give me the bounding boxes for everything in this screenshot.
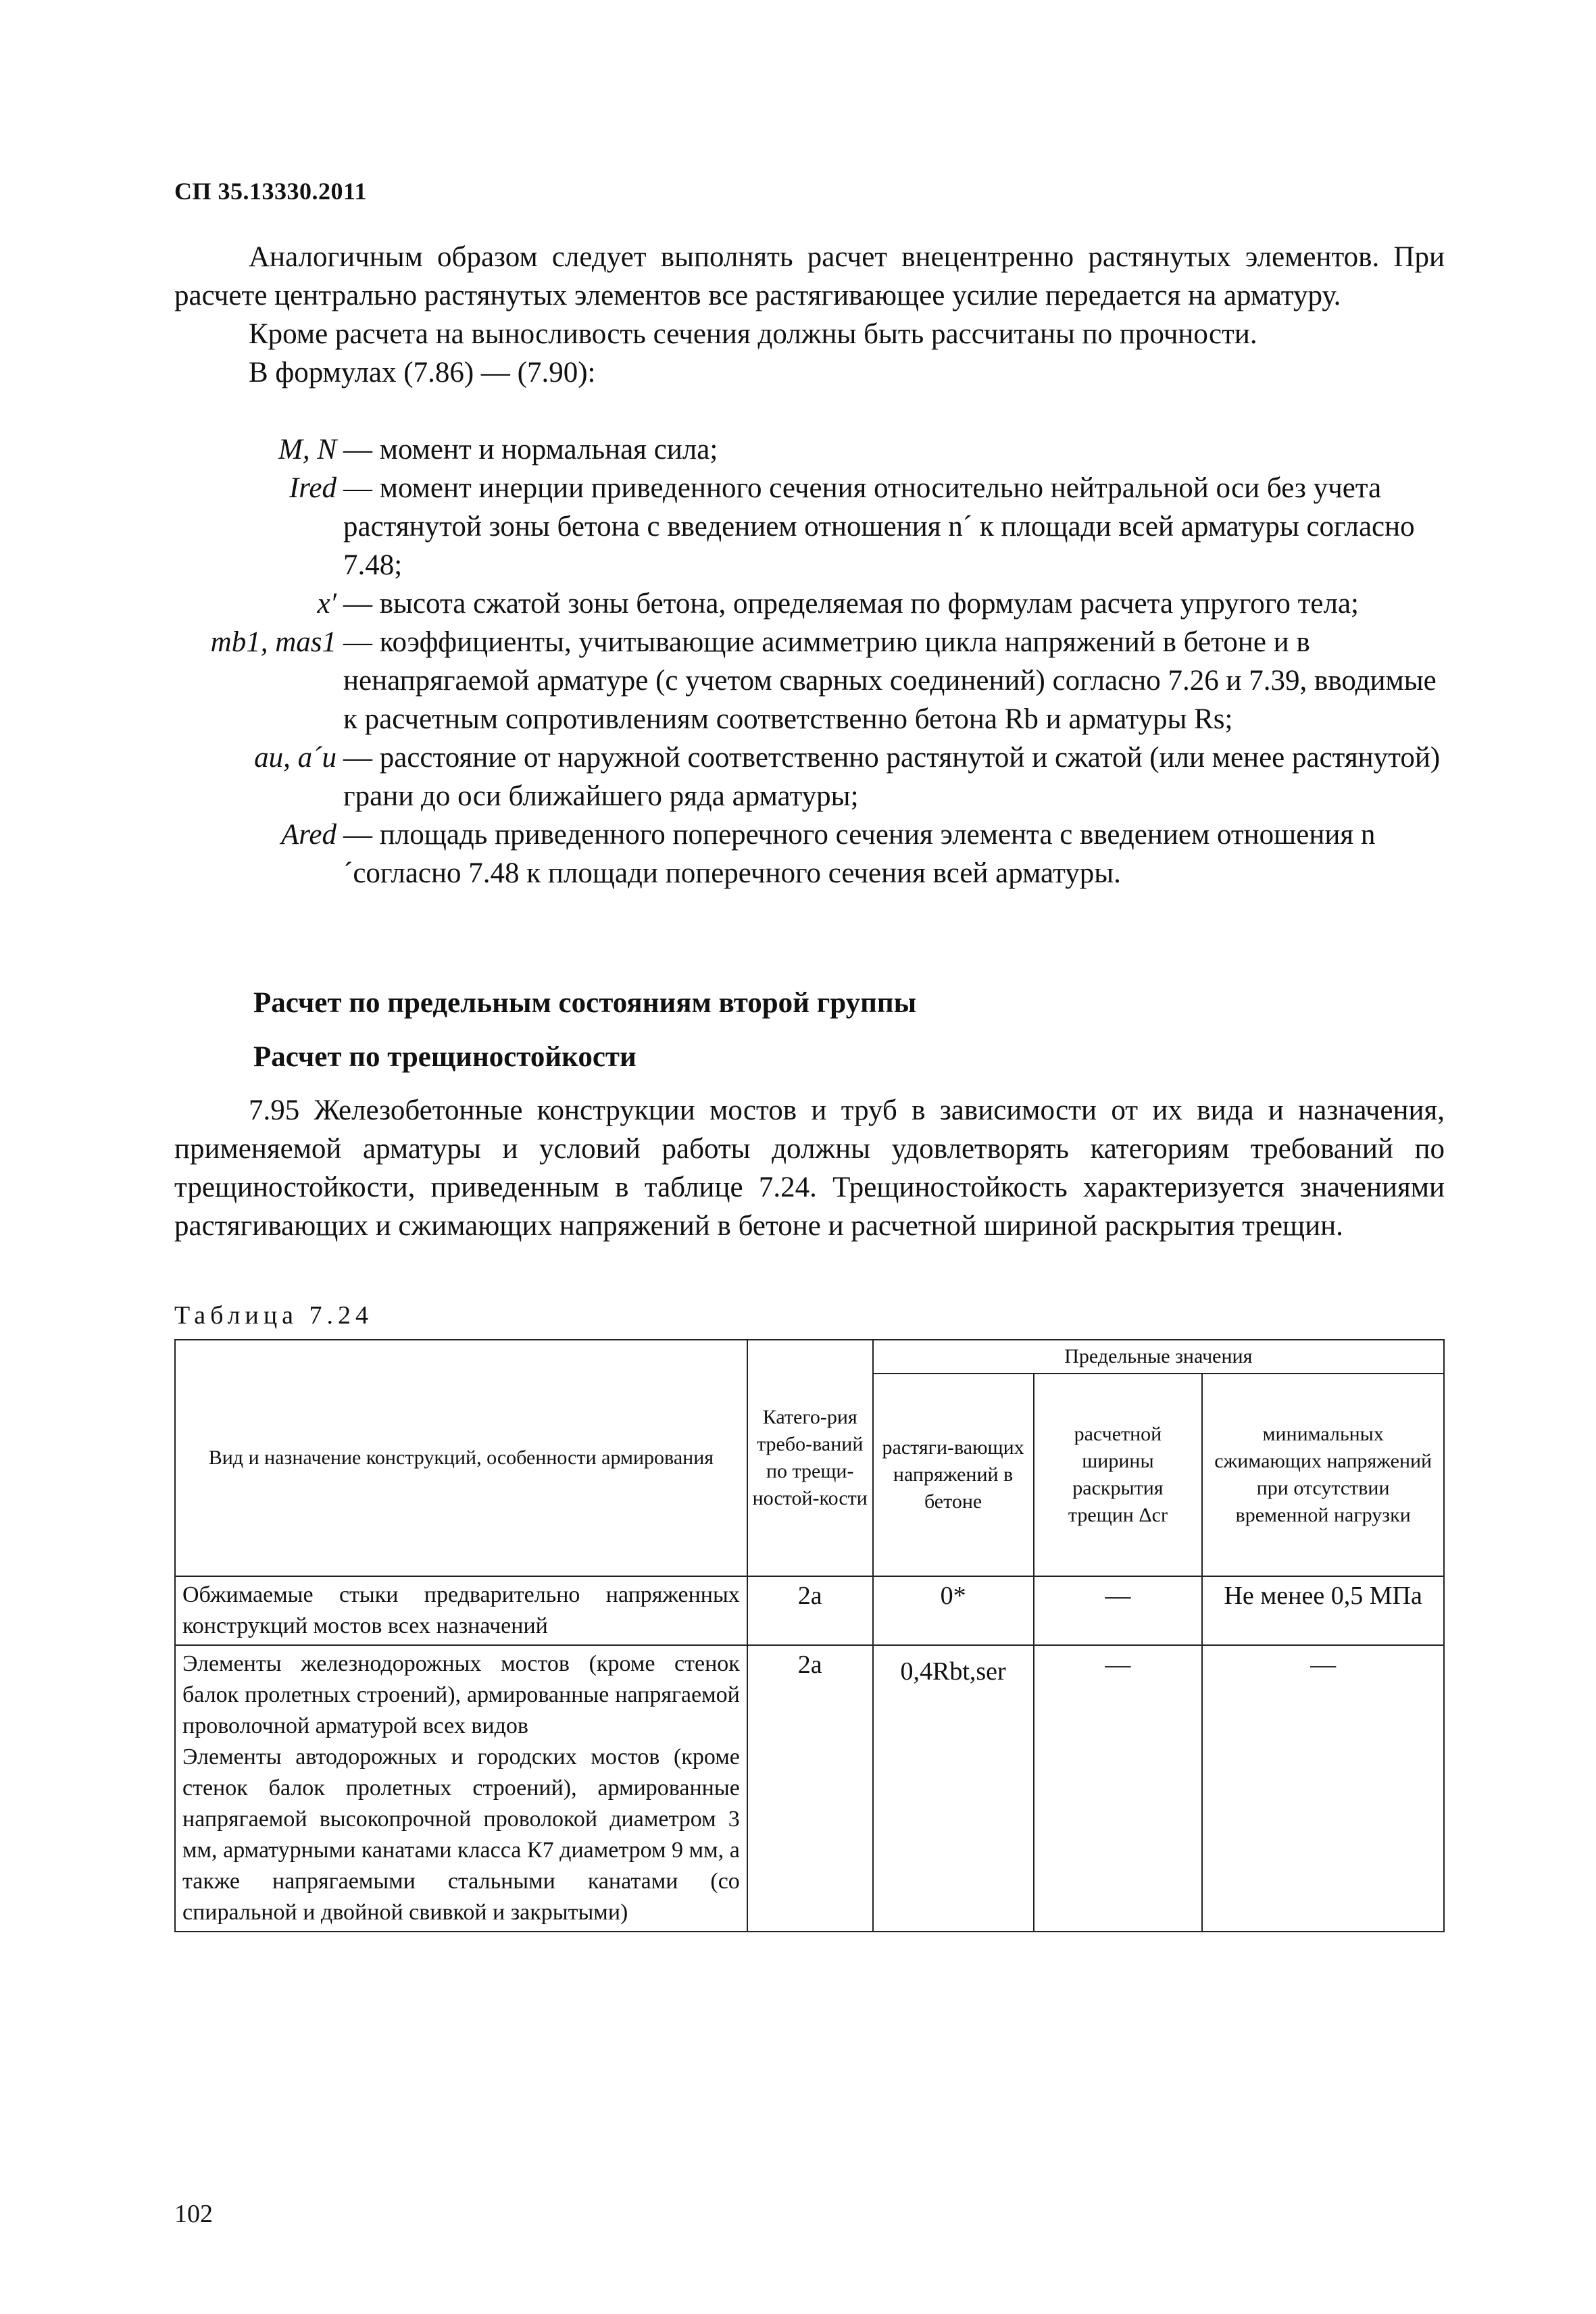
row-category: 2а (747, 1645, 873, 1932)
table-row (175, 1645, 1444, 1932)
row-tensile: 0* (873, 1576, 1034, 1645)
table-caption: Таблица 7.24 (174, 1301, 374, 1330)
definition-text: высота сжатой зоны бетона, определяемая по формулам расчета упругого тела; (379, 588, 1359, 620)
row-tensile: 0,4Rbt,ser (873, 1645, 1034, 1932)
symbol: x′ (317, 588, 336, 620)
subheader-min-compressive: минимальных сжимающих напряжений при отсутствии временной нагрузки (1202, 1374, 1444, 1576)
subsection-heading: Расчет по трещиностойкости (253, 1041, 637, 1073)
row-type (175, 1645, 747, 1932)
subheader-crack-width: расчетной ширины раскрытия трещин Δcr (1034, 1374, 1203, 1576)
definition-mb1: mb1, mas1 — коэффициенты, учитывающие асимметрию цикла напряжений в бетоне и в ненапрягаемой арматуре (с учетом сварных соединений) согласно 7.26 и 7.39, вводимые к расчетным сопротивлениям соответственно бетона Rb и арматуры Rs; (174, 623, 1445, 738)
definition-ared: Ared — площадь приведенного поперечного сечения элемента с введением отношения n´согласно 7.48 к площади поперечного сечения всей арматуры. (174, 815, 1445, 892)
definition-text: момент и нормальная сила; (379, 434, 718, 466)
paragraph-7-95: 7.95 Железобетонные конструкции мостов и труб в зависимости от их вида и назначения, применяемой арматуры и условий работы должны удовлетворять категориям требований по трещиностойкости, приведенным в таблице 7.24. Трещиностойкость характеризуется значениями растягивающих и сжимающих напряжений в бетоне и расчетной шириной раскрытия трещин. (174, 1095, 1445, 1242)
intro-paragraph-1: Аналогичным образом следует выполнять расчет внецентренно растянутых элементов. При расчете центрально растянутых элементов все растягивающее усилие передается на арматуру. (174, 241, 1445, 311)
symbol: Ared (281, 819, 336, 851)
definition-m-n: M, N — момент и нормальная сила; (174, 430, 1445, 469)
table-header-row (175, 1340, 1444, 1374)
table-row (175, 1576, 1444, 1645)
row-crack: — (1034, 1645, 1203, 1932)
row-type: Обжимаемые стыки предварительно напряженных конструкций мостов всех назначений (175, 1576, 747, 1645)
symbol: M, N (278, 434, 336, 466)
symbol: Ired (289, 472, 336, 504)
paragraph-7-95-block (174, 1091, 1445, 1245)
row-crack: — (1034, 1576, 1203, 1645)
definition-text: коэффициенты, учитывающие асимметрию цикла напряжений в бетоне и в ненапрягаемой арматуре (с учетом сварных соединений) согласно 7.26 и 7.39, вводимые к расчетным сопротивлениям соответственно бетона Rb и арматуры Rs; (343, 626, 1437, 735)
document-code: СП 35.13330.2011 (174, 178, 368, 205)
col-header-limits: Предельные значения (873, 1340, 1444, 1374)
row-min: — (1202, 1645, 1444, 1932)
row-min: Не менее 0,5 МПа (1202, 1576, 1444, 1645)
row-type-part-b: Элементы автодорожных и городских мостов (кроме стенок балок пролетных строений), армированные напрягаемой высокопрочной проволокой диаметром 3 мм, арматурными канатами класса К7 диаметром 9 мм, а также напрягаемыми стальными канатами (со спиральной и двойной свивкой и закрытыми) (182, 1744, 740, 1925)
page-number: 102 (174, 2200, 213, 2228)
col-header-category: Катего-рия требо-ваний по трещи-ностой-кости (747, 1340, 873, 1576)
intro-text (174, 238, 1445, 392)
symbol: mb1, mas1 (210, 626, 336, 658)
symbol: au, a´u (254, 742, 336, 774)
row-type-part-a: Элементы железнодорожных мостов (кроме стенок балок пролетных строений), армированные напрягаемой проволочной арматурой всех видов (182, 1651, 740, 1738)
requirements-table (174, 1339, 1445, 1932)
col-header-type: Вид и назначение конструкций, особенности армирования (175, 1340, 747, 1576)
definition-ired: Ired — момент инерции приведенного сечения относительно нейтральной оси без учета растянутой зоны бетона с введением отношения n´ к площади всей арматуры согласно 7.48; (174, 469, 1445, 584)
section-heading: Расчет по предельным состояниям второй группы (253, 987, 917, 1019)
intro-paragraph-2: Кроме расчета на выносливость сечения должны быть рассчитаны по прочности. (249, 318, 1257, 350)
definition-x: x′ — высота сжатой зоны бетона, определяемая по формулам расчета упругого тела; (174, 584, 1445, 623)
symbol-definitions (174, 430, 1445, 892)
definition-au: au, a´u — расстояние от наружной соответственно растянутой и сжатой (или менее растянутой) грани до оси ближайшего ряда арматуры; (174, 738, 1445, 815)
definition-text: площадь приведенного поперечного сечения элемента с введением отношения n´согласно 7.48 к площади поперечного сечения всей арматуры. (343, 819, 1376, 889)
subheader-tensile: растяги-вающих напряжений в бетоне (873, 1374, 1034, 1576)
definition-text: расстояние от наружной соответственно растянутой и сжатой (или менее растянутой) грани до оси ближайшего ряда арматуры; (343, 742, 1441, 812)
definition-text: момент инерции приведенного сечения относительно нейтральной оси без учета растянутой зоны бетона с введением отношения n´ к площади всей арматуры согласно 7.48; (343, 472, 1415, 581)
row-category: 2а (747, 1576, 873, 1645)
intro-paragraph-3: В формулах (7.86) — (7.90): (249, 357, 596, 388)
